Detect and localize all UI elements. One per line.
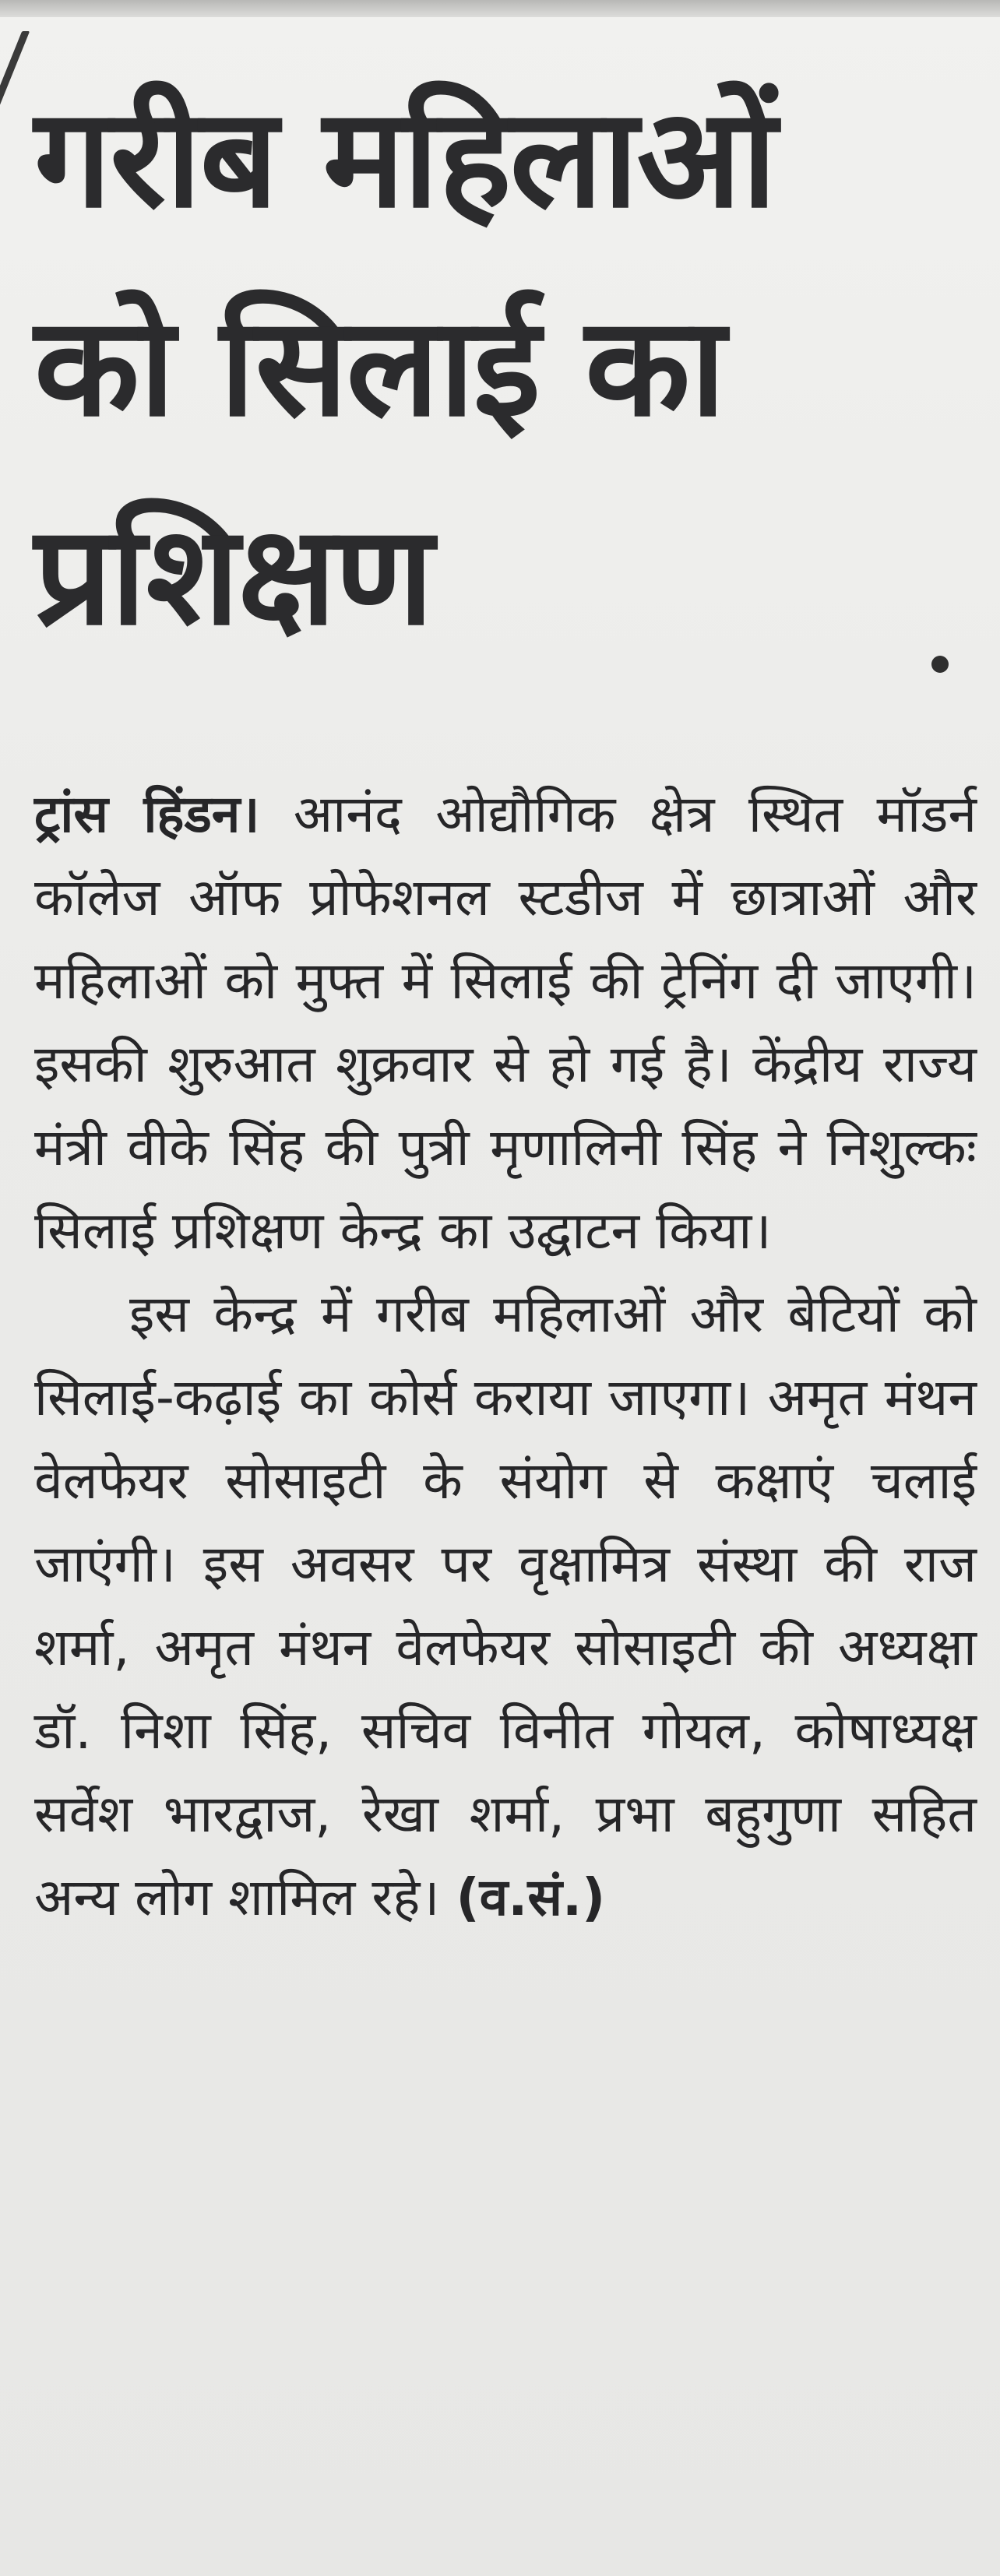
news-article [34, 55, 977, 1939]
paragraph-1-text: आनंद ओद्यौगिक क्षेत्र स्थित मॉडर्न कॉलेज ऑफ प्रोफेशनल स्टडीज में छात्राओं और महिलाओं को मुफ्त में सिलाई की ट्रेनिंग दी जाएगी। इसकी शुरुआत शुक्रवार से हो गई है। केंद्रीय राज्य मंत्री वीके सिंह की पुत्री मृणालिनी सिंह ने निशुल्कः सिलाई प्रशिक्षण केन्द्र का उद्घाटन किया। [34, 784, 977, 1261]
paragraph-1 [34, 772, 977, 1272]
article-body [34, 772, 977, 1939]
paper-top-edge [0, 0, 1000, 17]
headline-line-2: को सिलाई का [34, 287, 724, 447]
headline-line-3: प्रशिक्षण [34, 496, 432, 656]
byline-credit: (व.सं.) [456, 1867, 606, 1927]
headline [34, 55, 977, 681]
column-rule-mark [0, 31, 30, 117]
paragraph-2-text: इस केन्द्र में गरीब महिलाओं और बेटियों को सिलाई-कढ़ाई का कोर्स कराया जाएगा। अमृत मंथन वेलफेयर सोसाइटी के संयोग से कक्षाएं चलाई जाएंगी। इस अवसर पर वृक्षामित्र संस्था की राज शर्मा, अमृत मंथन वेलफेयर सोसाइटी की अध्यक्षा डॉ. निशा सिंह, सचिव विनीत गोयल, कोषाध्यक्ष सर्वेश भारद्वाज, रेखा शर्मा, प्रभा बहुगुणा सहित अन्य लोग शामिल रहे। [34, 1284, 977, 1927]
dateline: ट्रांस हिंडन। [34, 784, 260, 844]
headline-line-1: गरीब महिलाओं [34, 79, 776, 238]
paragraph-2 [34, 1272, 977, 1939]
